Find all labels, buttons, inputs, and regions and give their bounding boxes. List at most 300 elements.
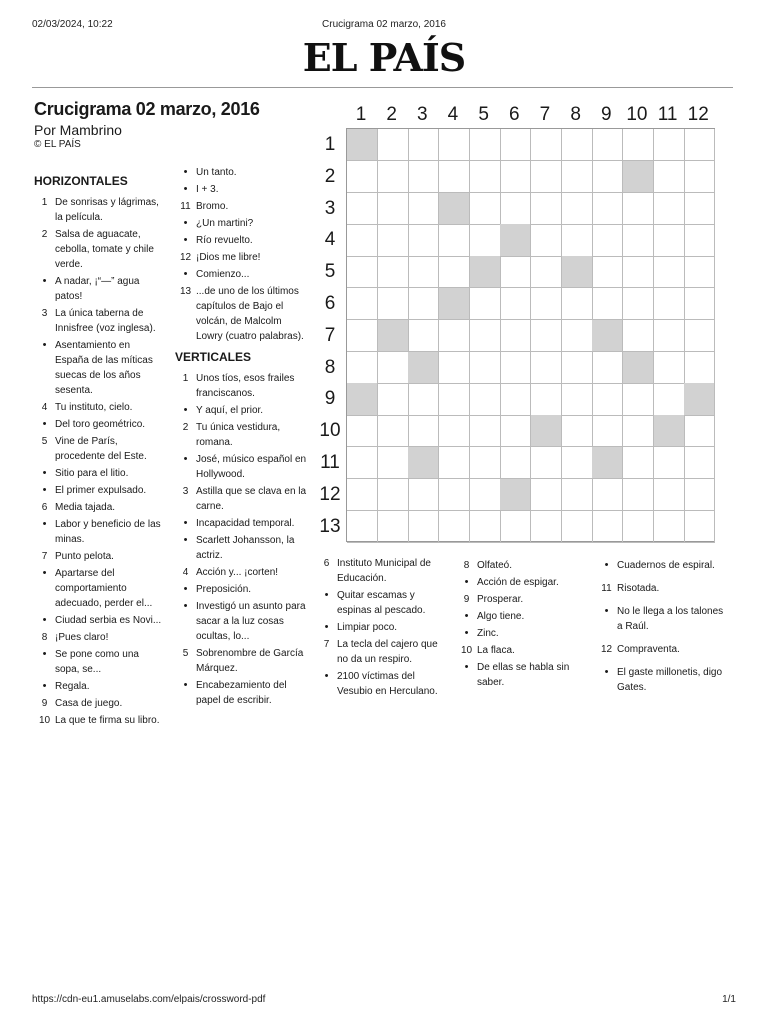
clue-item [34,630,166,645]
grid-cell[interactable] [439,256,470,288]
grid-row-number: 7 [324,324,336,346]
clue-text: Acción de espigar. [477,577,559,588]
grid-cell[interactable] [592,193,623,225]
clue-item [34,517,166,547]
clue-number: • [183,404,188,416]
grid-cell[interactable] [623,193,654,225]
grid-column-number: 3 [417,104,428,125]
grid-cell[interactable] [500,320,531,352]
clue-item [34,306,166,336]
grid-cell[interactable] [531,352,562,384]
clue-text: Investigó un asunto para sacar a la luz cosas ocultas, lo... [196,601,306,642]
grid-cell[interactable] [684,256,715,288]
grid-cell[interactable] [347,415,378,447]
grid-black-cell [500,224,531,256]
clue-number: 4 [41,402,48,413]
clue-text: Río revuelto. [196,235,253,246]
grid-cell[interactable] [439,320,470,352]
grid-black-cell [347,383,378,415]
grid-cell[interactable] [347,447,378,479]
grid-cell[interactable] [531,447,562,479]
clue-number: • [42,614,47,626]
grid-cell[interactable] [684,352,715,384]
grid-cell[interactable] [408,288,439,320]
clue-number: • [464,576,469,588]
clue-text: Ciudad serbia es Novi... [55,615,162,626]
grid-cell[interactable] [654,224,685,256]
grid-black-cell [408,352,439,384]
grid-cell[interactable] [684,447,715,479]
grid-black-cell [439,193,470,225]
grid-cell[interactable] [654,129,685,161]
clue-number: 5 [41,436,48,447]
clue-item [34,500,166,515]
grid-black-cell [531,415,562,447]
clue-item [175,233,307,248]
grid-black-cell [347,129,378,161]
grid-cell[interactable] [684,161,715,193]
clue-number: 4 [182,567,189,578]
grid-cell[interactable] [500,352,531,384]
clue-text: Apartarse del comportamiento adecuado, perder el... [55,568,153,609]
grid-cell[interactable] [408,193,439,225]
grid-black-cell [439,288,470,320]
grid-black-cell [592,447,623,479]
grid-cell[interactable] [439,511,470,543]
grid-black-cell [592,320,623,352]
clue-item [34,483,166,498]
grid-cell[interactable] [470,288,501,320]
grid-cell[interactable] [592,224,623,256]
grid-black-cell [623,161,654,193]
grid-cell[interactable] [684,415,715,447]
clue-number: • [42,467,47,479]
grid-cell[interactable] [592,479,623,511]
clue-text: Punto pelota. [55,551,114,562]
grid-cell[interactable] [531,320,562,352]
clue-number: • [464,610,469,622]
grid-cell[interactable] [470,193,501,225]
grid-cell[interactable] [562,129,593,161]
grid-cell[interactable] [439,352,470,384]
grid-cell[interactable] [592,256,623,288]
clue-item [175,582,307,597]
clue-text: Tu única vestidura, romana. [196,422,281,448]
clue-text: Quitar escamas y espinas al pescado. [337,590,426,616]
grid-column-number: 9 [600,104,612,125]
grid-cell[interactable] [500,129,531,161]
grid-cell[interactable] [654,352,685,384]
grid-cell[interactable] [592,352,623,384]
clue-text: La única taberna de Innisfree (voz inglesa). [55,308,156,334]
print-datetime: 02/03/2024, 10:22 [32,19,113,30]
grid-cell[interactable] [408,415,439,447]
clue-item [175,284,307,344]
grid-cell[interactable] [470,320,501,352]
grid-cell[interactable] [378,161,409,193]
clue-number: 3 [182,486,189,497]
clue-item [34,417,166,432]
grid-cell[interactable] [470,447,501,479]
grid-cell[interactable] [408,383,439,415]
grid-black-cell [562,256,593,288]
grid-cell[interactable] [347,193,378,225]
grid-cell[interactable] [654,256,685,288]
clue-number: 5 [182,648,189,659]
clue-item [596,604,728,634]
clue-number: • [42,418,47,430]
clue-number: • [324,670,329,682]
grid-cell[interactable] [378,129,409,161]
grid-cell[interactable] [531,256,562,288]
grid-cell[interactable] [654,479,685,511]
clue-text: Zinc. [477,628,499,639]
clue-number: • [464,661,469,673]
clue-text: Sitio para el litio. [55,468,129,479]
clue-item [34,466,166,481]
clue-item [175,565,307,580]
clue-item [175,533,307,563]
grid-cell[interactable] [531,161,562,193]
el-pais-logo: EL PAÍS [302,35,466,80]
grid-column-number: 6 [509,104,520,125]
clue-number: • [42,648,47,660]
grid-cell[interactable] [470,352,501,384]
clue-text: Casa de juego. [55,698,123,709]
grid-cell[interactable] [684,320,715,352]
grid-cell[interactable] [531,511,562,543]
grid-cell[interactable] [500,193,531,225]
clue-text: Y aquí, el prior. [196,405,264,416]
grid-column-number: 11 [657,104,678,125]
grid-cell[interactable] [347,320,378,352]
clue-text: Unos tíos, esos frailes franciscanos. [196,373,295,399]
grid-row-number: 10 [319,420,341,442]
grid-black-cell [654,415,685,447]
section-verticales: VERTICALES [175,350,252,364]
clue-column-2 [175,165,307,710]
grid-cell[interactable] [623,129,654,161]
clue-item [175,250,307,265]
grid-row-number: 4 [324,229,336,251]
grid-cell[interactable] [378,479,409,511]
grid-cell[interactable] [408,479,439,511]
clue-number: 13 [179,286,192,297]
grid-cell[interactable] [562,352,593,384]
clue-number: 9 [463,594,470,605]
grid-black-cell [470,256,501,288]
clue-number: • [604,666,609,678]
grid-cell[interactable] [623,224,654,256]
clue-text: Limpiar poco. [337,622,398,633]
grid-cell[interactable] [531,224,562,256]
grid-cell[interactable] [347,161,378,193]
grid-cell[interactable] [654,383,685,415]
grid-cell[interactable] [684,224,715,256]
grid-column-number: 5 [478,104,489,125]
grid-cell[interactable] [500,161,531,193]
clue-number: • [324,589,329,601]
grid-cell[interactable] [654,161,685,193]
grid-cell[interactable] [347,511,378,543]
grid-cell[interactable] [378,224,409,256]
grid-cell[interactable] [500,383,531,415]
clue-number: • [183,534,188,546]
grid-cell[interactable] [500,288,531,320]
clue-number: • [42,518,47,530]
clue-number: 7 [323,639,330,650]
grid-column-number: 7 [539,104,551,125]
clue-text: De ellas se habla sin saber. [477,662,570,688]
clue-item [34,647,166,677]
grid-cell[interactable] [439,383,470,415]
grid-cell[interactable] [654,447,685,479]
clue-number: • [42,275,47,287]
clue-item [34,400,166,415]
clue-text: La que te firma su libro. [55,715,160,726]
clue-item [34,566,166,611]
grid-cell[interactable] [347,352,378,384]
grid-cell[interactable] [408,320,439,352]
clue-item [175,199,307,214]
grid-column-number: 8 [570,104,581,125]
grid-column-number: 1 [355,104,367,125]
grid-cell[interactable] [623,320,654,352]
clue-number: • [183,183,188,195]
grid-cell[interactable] [347,288,378,320]
clue-text: Sobrenombre de García Márquez. [196,648,304,674]
clue-column-3 [316,556,444,701]
grid-cell[interactable] [531,479,562,511]
clue-number: 1 [182,373,189,384]
clue-item [175,403,307,418]
clue-column-5 [596,558,728,697]
clue-text: El primer expulsado. [55,485,147,496]
grid-black-cell [684,383,715,415]
clue-text: El gaste millonetis, digo Gates. [617,667,723,693]
clue-item [456,558,580,573]
grid-cell[interactable] [470,383,501,415]
grid-cell[interactable] [592,415,623,447]
clue-number: • [183,234,188,246]
clue-text: Bromo. [196,201,229,212]
clue-text: Vine de París, procedente del Este. [55,436,147,462]
clue-text: José, músico español en Hollywood. [196,454,307,480]
grid-cell[interactable] [684,193,715,225]
clue-item [596,665,728,695]
grid-cell[interactable] [562,320,593,352]
grid-row-number: 11 [320,452,340,473]
grid-cell[interactable] [470,161,501,193]
grid-cell[interactable] [562,161,593,193]
clue-text: La flaca. [477,645,515,656]
clue-number: • [183,600,188,612]
clue-text: Preposición. [196,584,252,595]
grid-row-number: 3 [324,197,336,219]
grid-column-number: 2 [386,104,397,125]
grid-cell[interactable] [623,447,654,479]
grid-cell[interactable] [562,383,593,415]
clue-item [596,558,728,573]
clue-text: Asentamiento en España de las míticas suecas de los años sesenta. [55,340,153,396]
grid-cell[interactable] [562,479,593,511]
grid-cell[interactable] [500,511,531,543]
grid-cell[interactable] [531,383,562,415]
clue-item [34,696,166,711]
grid-cell[interactable] [470,129,501,161]
clue-text: Se pone como una sopa, se... [55,649,139,675]
grid-cell[interactable] [378,447,409,479]
grid-cell[interactable] [378,193,409,225]
clue-number: • [42,567,47,579]
clue-number: 3 [41,308,48,319]
grid-cell[interactable] [592,288,623,320]
grid-cell[interactable] [623,288,654,320]
grid-cell[interactable] [623,511,654,543]
grid-cell[interactable] [562,447,593,479]
clue-text: ¡Pues claro! [55,632,109,643]
grid-cell[interactable] [562,288,593,320]
clue-number: • [604,559,609,571]
grid-cell[interactable] [684,511,715,543]
grid-cell[interactable] [439,415,470,447]
clue-item [456,592,580,607]
grid-cell[interactable] [347,479,378,511]
grid-cell[interactable] [654,320,685,352]
grid-cell[interactable] [378,288,409,320]
grid-cell[interactable] [562,193,593,225]
clue-text: ¿Un martini? [196,218,254,229]
clue-text: Salsa de aguacate, cebolla, tomate y chile verde. [55,229,154,270]
clue-item [175,165,307,180]
grid-cell[interactable] [592,511,623,543]
clue-text: La tecla del cajero que no da un respiro. [337,639,438,665]
clue-number: • [183,166,188,178]
clue-item [596,581,728,596]
clue-text: Encabezamiento del papel de escribir. [196,680,287,706]
grid-cell[interactable] [654,193,685,225]
grid-cell[interactable] [439,224,470,256]
clue-number: 11 [180,201,191,212]
grid-cell[interactable] [684,288,715,320]
grid-cell[interactable] [378,383,409,415]
clue-text: Cuadernos de espiral. [617,560,715,571]
grid-cell[interactable] [531,193,562,225]
clue-text: ¡Dios me libre! [196,252,261,263]
grid-cell[interactable] [470,511,501,543]
grid-row-number: 12 [319,483,341,505]
clue-text: Prosperar. [477,594,524,605]
clue-number: • [42,484,47,496]
grid-cell[interactable] [439,129,470,161]
grid-cell[interactable] [531,288,562,320]
grid-cell[interactable] [500,415,531,447]
grid-cell[interactable] [378,352,409,384]
clue-item [456,626,580,641]
clue-number: 6 [41,502,48,513]
grid-cell[interactable] [623,415,654,447]
clue-item [34,227,166,272]
clue-number: 8 [463,560,470,571]
grid-cell[interactable] [592,129,623,161]
grid-cell[interactable] [654,288,685,320]
clue-item [456,609,580,624]
grid-cell[interactable] [623,479,654,511]
grid-cell[interactable] [408,256,439,288]
clue-item [34,274,166,304]
footer-page-number: 1/1 [722,994,736,1005]
clue-text: Labor y beneficio de las minas. [55,519,161,545]
grid-cell[interactable] [470,224,501,256]
clue-item [34,549,166,564]
grid-cell[interactable] [439,479,470,511]
grid-cell[interactable] [470,415,501,447]
grid-cell[interactable] [347,256,378,288]
clue-text: 2100 víctimas del Vesubio en Herculano. [337,671,438,697]
clue-number: 2 [182,422,189,433]
grid-cell[interactable] [378,256,409,288]
clue-item [34,338,166,398]
grid-cell[interactable] [562,415,593,447]
grid-cell[interactable] [439,161,470,193]
clue-text: Comienzo... [196,269,250,280]
clue-item [456,660,580,690]
grid-row-number: 8 [324,356,336,378]
grid-black-cell [378,320,409,352]
grid-cell[interactable] [684,479,715,511]
grid-cell[interactable] [408,224,439,256]
grid-cell[interactable] [408,129,439,161]
clue-item [175,516,307,531]
grid-cell[interactable] [378,511,409,543]
clue-item [175,484,307,514]
grid-cell[interactable] [470,479,501,511]
clue-item [175,678,307,708]
clue-text: A nadar, ¡“—” agua patos! [55,276,140,302]
grid-cell[interactable] [500,447,531,479]
grid-cell[interactable] [439,447,470,479]
clue-text: Olfateó. [477,560,513,571]
clue-item [175,216,307,231]
grid-cell[interactable] [347,224,378,256]
grid-cell[interactable] [654,511,685,543]
clue-item [456,575,580,590]
clue-item [596,642,728,657]
grid-cell[interactable] [592,161,623,193]
grid-black-cell [623,352,654,384]
grid-row-number: 5 [324,261,336,283]
grid-cell[interactable] [378,415,409,447]
grid-cell[interactable] [592,383,623,415]
grid-row-number: 2 [324,165,336,187]
grid-cell[interactable] [684,129,715,161]
grid-cell[interactable] [500,256,531,288]
grid-cell[interactable] [562,511,593,543]
grid-cell[interactable] [408,161,439,193]
clue-text: Compraventa. [617,644,680,655]
grid-cell[interactable] [623,256,654,288]
clue-text: Del toro geométrico. [55,419,146,430]
grid-cell[interactable] [408,511,439,543]
clue-item [175,267,307,282]
clue-text: Instituto Municipal de Educación. [337,558,431,584]
clue-text: Algo tiene. [477,611,525,622]
clue-text: De sonrisas y lágrimas, la película. [55,197,159,223]
grid-cell[interactable] [623,383,654,415]
clue-text: I + 3. [196,184,219,195]
grid-cell[interactable] [531,129,562,161]
grid-cell[interactable] [562,224,593,256]
